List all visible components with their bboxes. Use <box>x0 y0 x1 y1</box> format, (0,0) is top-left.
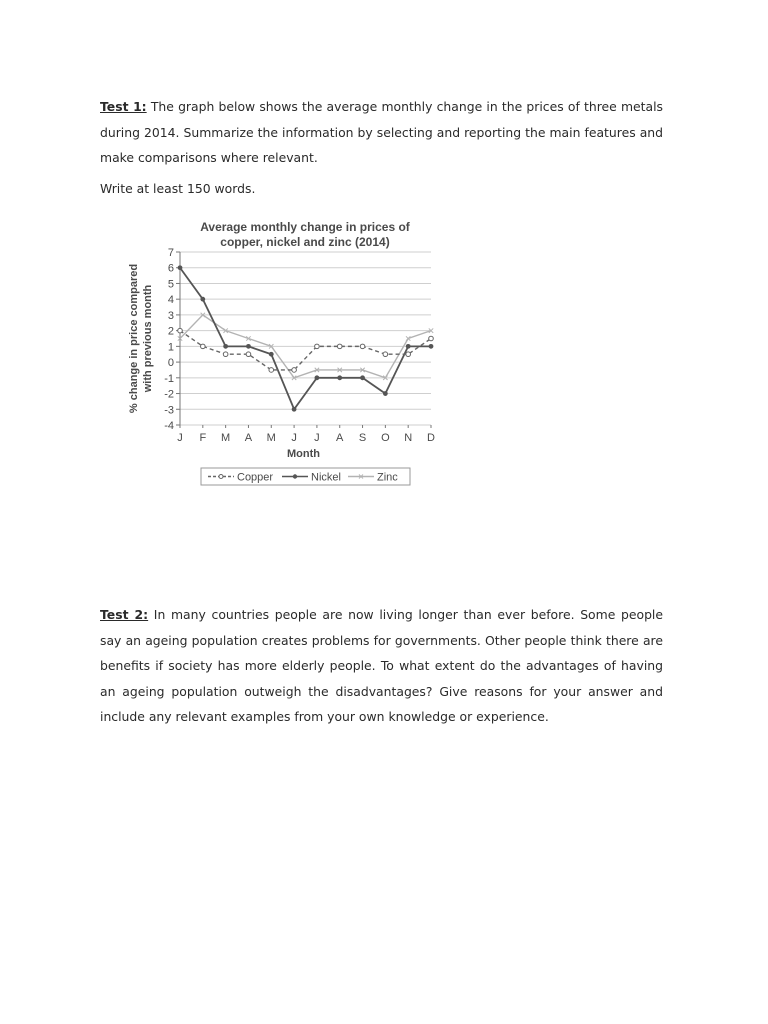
x-tick-label: J <box>314 432 320 444</box>
test1-text: The graph below shows the average monthly change in the prices of three metals during 2014. Summarize the information by selecting and reporting the main features and make comparisons where relevant. <box>100 99 663 165</box>
data-point-nickel <box>292 407 297 412</box>
test2-label: Test 2: <box>100 607 149 622</box>
y-tick-label: 3 <box>167 309 174 322</box>
data-point-nickel <box>383 391 388 396</box>
y-tick-label: 0 <box>167 357 174 370</box>
data-point-copper <box>246 352 251 357</box>
x-tick-label: M <box>221 432 231 444</box>
y-tick-label: 7 <box>167 247 174 259</box>
y-tick-label: 1 <box>167 341 174 354</box>
data-point-copper <box>315 344 320 349</box>
data-point-nickel <box>178 265 183 270</box>
x-tick-label: D <box>427 432 435 444</box>
x-tick-label: J <box>291 432 297 444</box>
test1-label: Test 1: <box>100 99 147 114</box>
x-tick-label: M <box>266 432 276 444</box>
data-point-nickel <box>315 375 320 380</box>
x-tick-label: A <box>336 432 344 444</box>
legend-label-zinc: Zinc <box>377 471 398 484</box>
legend-label-copper: Copper <box>237 471 274 484</box>
data-point-nickel <box>360 375 365 380</box>
metal-price-chart <box>100 210 445 515</box>
data-point-copper <box>383 352 388 357</box>
y-tick-label: 4 <box>167 294 174 307</box>
x-axis-label: Month <box>287 448 320 460</box>
data-point-nickel <box>246 344 251 349</box>
x-tick-label: J <box>177 432 183 444</box>
y-axis-label-line-1: % change in price compared <box>128 263 140 414</box>
data-point-nickel <box>269 352 274 357</box>
legend-marker-copper <box>219 475 223 479</box>
x-tick-label: N <box>404 432 413 444</box>
y-tick-label: 2 <box>167 325 174 338</box>
data-point-copper <box>406 352 411 357</box>
data-point-nickel <box>337 375 342 380</box>
x-tick-label: A <box>244 432 253 444</box>
data-point-copper <box>337 344 342 349</box>
data-point-nickel <box>429 344 434 349</box>
data-point-nickel <box>200 297 205 302</box>
chart-title-line-1: Average monthly change in prices of <box>200 220 410 234</box>
data-point-copper <box>223 352 228 357</box>
y-tick-label: -4 <box>164 420 174 432</box>
data-point-copper <box>360 344 365 349</box>
y-tick-label: 6 <box>167 262 174 275</box>
chart-title-line-2: copper, nickel and zinc (2014) <box>220 235 390 249</box>
data-point-nickel <box>406 344 411 349</box>
series-line-nickel <box>180 268 431 410</box>
data-point-copper <box>178 328 183 333</box>
test1-paragraph <box>100 94 663 171</box>
legend-label-nickel: Nickel <box>311 471 341 484</box>
data-point-copper <box>201 344 206 349</box>
data-point-nickel <box>223 344 228 349</box>
data-point-copper <box>429 336 434 341</box>
y-axis-label-line-2: with previous month <box>142 284 154 393</box>
x-tick-label: S <box>358 432 367 444</box>
legend-marker-nickel <box>293 474 297 478</box>
data-point-copper <box>269 368 274 373</box>
word-count-instruction: Write at least 150 words. <box>100 181 256 196</box>
y-tick-label: 5 <box>167 278 174 291</box>
x-tick-label: F <box>199 432 207 444</box>
x-tick-label: O <box>381 432 390 444</box>
y-tick-label: -3 <box>164 404 174 417</box>
test2-text: In many countries people are now living longer than ever before. Some people say an ageing population creates problems for governments. Other people think there are benefits if society has more elderly people. To what extent do the advantages of having an ageing population outweigh the disadvantages? Give reasons for your answer and include any relevant examples from your own knowledge or experience. <box>100 607 664 724</box>
test2-paragraph <box>100 602 663 730</box>
chart-canvas <box>100 210 445 515</box>
y-tick-label: -1 <box>164 372 174 385</box>
data-point-copper <box>292 368 297 373</box>
y-tick-label: -2 <box>164 388 174 401</box>
